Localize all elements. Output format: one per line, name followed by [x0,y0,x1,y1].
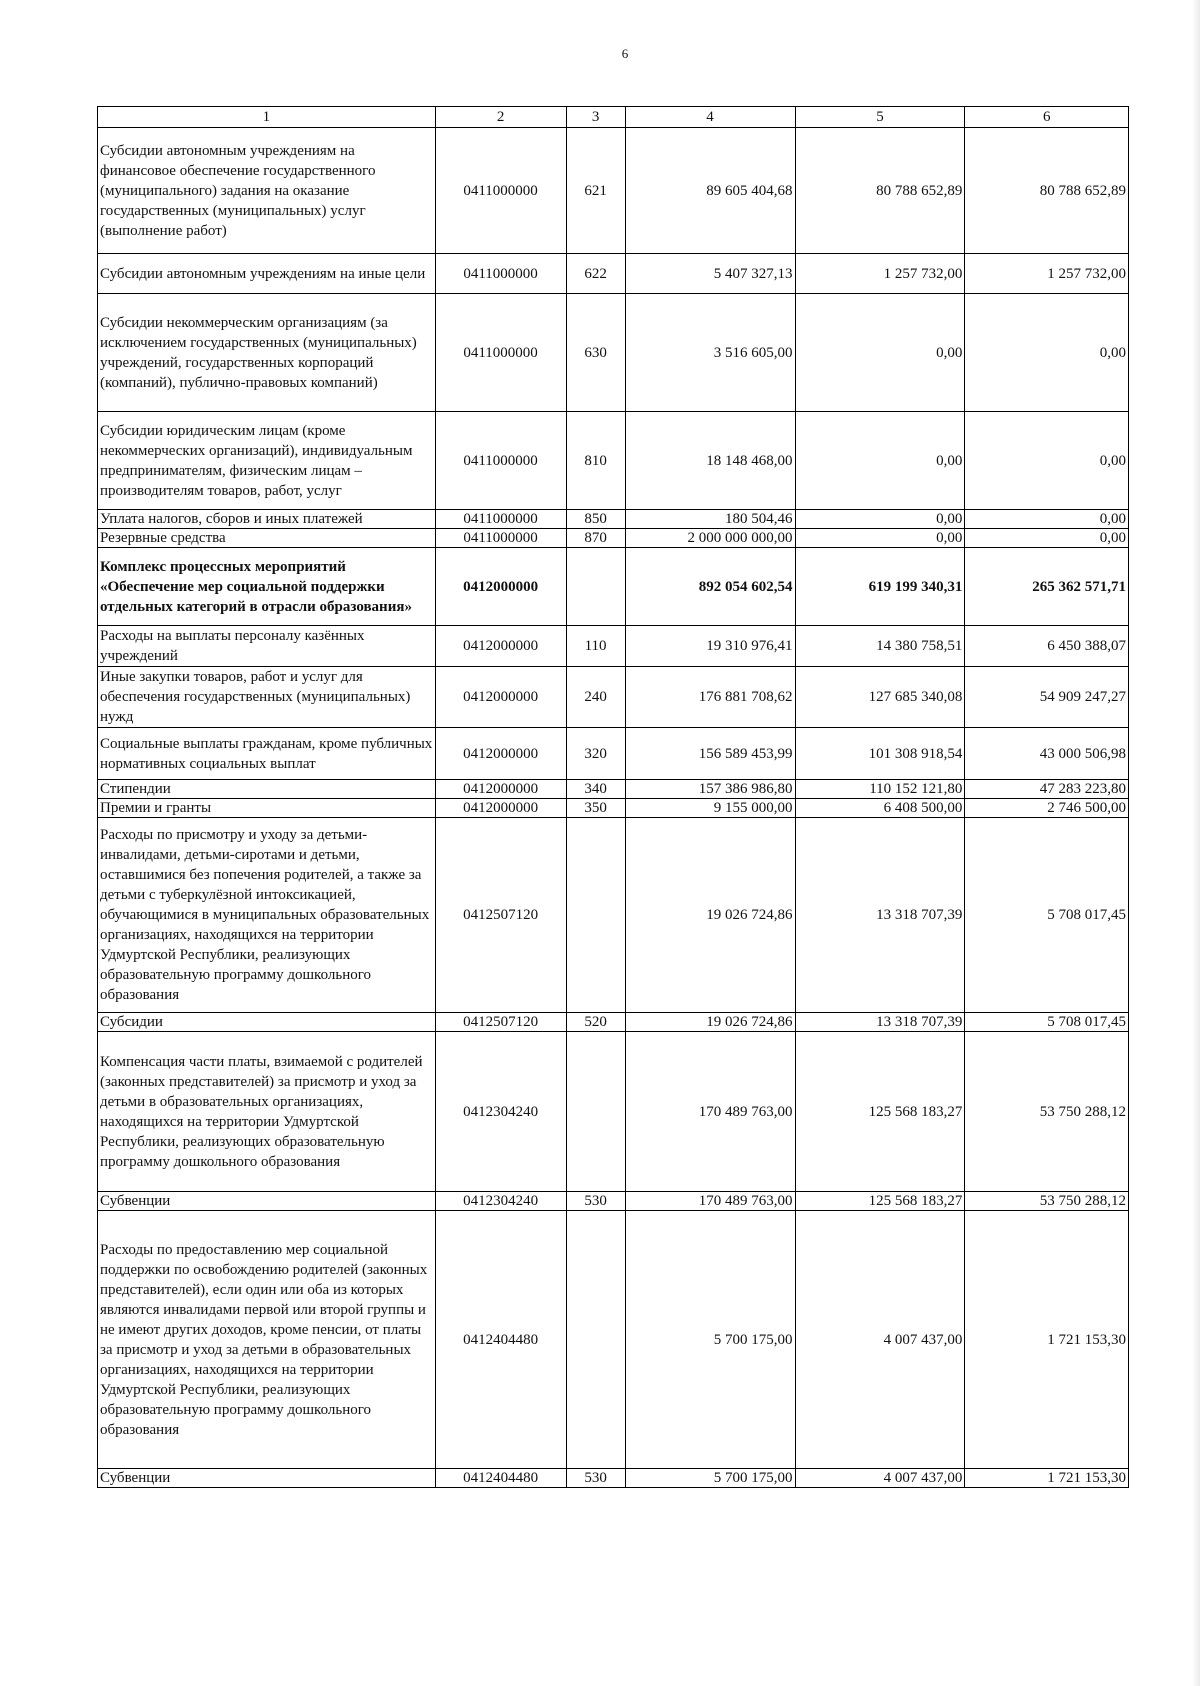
cell-name: Субсидии автономным учреждениям на иные цели [98,254,436,294]
cell-code: 0412000000 [435,548,566,626]
cell-code: 0411000000 [435,254,566,294]
cell-amount-col4: 180 504,46 [625,510,795,529]
header-row [98,107,1129,128]
cell-amount-col5: 101 308 918,54 [795,728,965,780]
table-row [98,667,1129,728]
cell-amount-col6: 53 750 288,12 [965,1192,1129,1211]
column-header: 6 [965,107,1129,128]
scan-edge [1192,0,1200,1686]
cell-expense-type [566,548,625,626]
cell-name: Субвенции [98,1469,436,1488]
cell-name: Расходы по предоставлению мер социальной поддержки по освобождению родителей (законных представителей), если один или оба из которых являются инвалидами первой или второй группы и не имеют других доходов, кроме пенсии, от платы за присмотр и уход за детьми в образовательных организациях, находящихся на территории Удмуртской Республики, реализующих образовательную программу дошкольного образования [98,1211,436,1469]
cell-expense-type: 810 [566,412,625,510]
table-row [98,818,1129,1013]
cell-name: Иные закупки товаров, работ и услуг для обеспечения государственных (муниципальных) нужд [98,667,436,728]
table-row [98,1469,1129,1488]
column-header: 5 [795,107,965,128]
column-header: 2 [435,107,566,128]
cell-amount-col5: 13 318 707,39 [795,1013,965,1032]
cell-code: 0411000000 [435,412,566,510]
cell-name: Субсидии юридическим лицам (кроме некоммерческих организаций), индивидуальным предпринимателям, физическим лицам – производителям товаров, работ, услуг [98,412,436,510]
cell-expense-type: 110 [566,626,625,667]
cell-name: Субвенции [98,1192,436,1211]
cell-amount-col6: 1 257 732,00 [965,254,1129,294]
cell-expense-type [566,1211,625,1469]
cell-expense-type: 622 [566,254,625,294]
page-number: 6 [621,46,629,61]
cell-amount-col5: 13 318 707,39 [795,818,965,1013]
cell-amount-col6: 5 708 017,45 [965,1013,1129,1032]
cell-amount-col6: 54 909 247,27 [965,667,1129,728]
table-row [98,510,1129,529]
cell-amount-col6: 0,00 [965,529,1129,548]
cell-amount-col6: 265 362 571,71 [965,548,1129,626]
cell-amount-col4: 176 881 708,62 [625,667,795,728]
cell-expense-type [566,1032,625,1192]
table-row [98,548,1129,626]
cell-code: 0412000000 [435,728,566,780]
cell-amount-col4: 18 148 468,00 [625,412,795,510]
cell-amount-col4: 2 000 000 000,00 [625,529,795,548]
cell-code: 0412304240 [435,1192,566,1211]
cell-amount-col5: 14 380 758,51 [795,626,965,667]
cell-amount-col4: 5 407 327,13 [625,254,795,294]
cell-amount-col4: 892 054 602,54 [625,548,795,626]
cell-amount-col6: 0,00 [965,510,1129,529]
cell-amount-col4: 170 489 763,00 [625,1032,795,1192]
cell-amount-col6: 5 708 017,45 [965,818,1129,1013]
cell-code: 0412404480 [435,1469,566,1488]
table-row [98,728,1129,780]
cell-amount-col5: 6 408 500,00 [795,799,965,818]
table-row [98,1211,1129,1469]
column-header: 1 [98,107,436,128]
table-row [98,799,1129,818]
cell-expense-type: 621 [566,128,625,254]
cell-amount-col5: 110 152 121,80 [795,780,965,799]
cell-amount-col5: 0,00 [795,510,965,529]
cell-expense-type: 350 [566,799,625,818]
column-header: 4 [625,107,795,128]
cell-name: Резервные средства [98,529,436,548]
cell-name: Субсидии [98,1013,436,1032]
cell-amount-col6: 80 788 652,89 [965,128,1129,254]
table-row [98,412,1129,510]
table-row [98,294,1129,412]
cell-code: 0412404480 [435,1211,566,1469]
cell-name: Субсидии некоммерческим организациям (за исключением государственных (муниципальных) учреждений, государственных корпораций (компаний), публично-правовых компаний) [98,294,436,412]
cell-expense-type: 520 [566,1013,625,1032]
cell-amount-col6: 0,00 [965,412,1129,510]
cell-amount-col4: 3 516 605,00 [625,294,795,412]
cell-name: Субсидии автономным учреждениям на финансовое обеспечение государственного (муниципального) задания на оказание государственных (муниципальных) услуг (выполнение работ) [98,128,436,254]
cell-amount-col4: 5 700 175,00 [625,1211,795,1469]
cell-expense-type: 240 [566,667,625,728]
cell-name: Комплекс процессных мероприятий «Обеспечение мер социальной поддержки отдельных категорий в отрасли образования» [98,548,436,626]
cell-amount-col5: 4 007 437,00 [795,1469,965,1488]
table-row [98,626,1129,667]
cell-amount-col4: 157 386 986,80 [625,780,795,799]
cell-amount-col4: 5 700 175,00 [625,1469,795,1488]
cell-code: 0412507120 [435,1013,566,1032]
cell-expense-type: 850 [566,510,625,529]
cell-amount-col6: 43 000 506,98 [965,728,1129,780]
cell-amount-col6: 1 721 153,30 [965,1469,1129,1488]
cell-amount-col6: 47 283 223,80 [965,780,1129,799]
cell-code: 0412000000 [435,626,566,667]
cell-amount-col5: 0,00 [795,412,965,510]
cell-amount-col5: 125 568 183,27 [795,1192,965,1211]
cell-code: 0412304240 [435,1032,566,1192]
cell-amount-col6: 53 750 288,12 [965,1032,1129,1192]
cell-expense-type: 340 [566,780,625,799]
cell-amount-col5: 0,00 [795,294,965,412]
cell-amount-col6: 2 746 500,00 [965,799,1129,818]
cell-expense-type: 630 [566,294,625,412]
cell-amount-col6: 0,00 [965,294,1129,412]
cell-name: Расходы на выплаты персоналу казённых учреждений [98,626,436,667]
cell-name: Стипендии [98,780,436,799]
cell-code: 0412000000 [435,799,566,818]
table-row [98,128,1129,254]
cell-amount-col4: 170 489 763,00 [625,1192,795,1211]
cell-amount-col5: 1 257 732,00 [795,254,965,294]
table-row [98,254,1129,294]
cell-code: 0412000000 [435,780,566,799]
column-header: 3 [566,107,625,128]
cell-name: Расходы по присмотру и уходу за детьми-инвалидами, детьми-сиротами и детьми, оставшимися без попечения родителей, а также за детьми с туберкулёзной интоксикацией, обучающимися в муниципальных образовательных организациях, находящихся на территории Удмуртской Республики, реализующих образовательную программу дошкольного образования [98,818,436,1013]
cell-amount-col4: 19 310 976,41 [625,626,795,667]
cell-expense-type [566,818,625,1013]
cell-amount-col6: 1 721 153,30 [965,1211,1129,1469]
cell-code: 0411000000 [435,529,566,548]
cell-code: 0411000000 [435,128,566,254]
table-row [98,1032,1129,1192]
table-row [98,1013,1129,1032]
cell-expense-type: 530 [566,1469,625,1488]
cell-amount-col4: 89 605 404,68 [625,128,795,254]
cell-amount-col5: 0,00 [795,529,965,548]
cell-expense-type: 870 [566,529,625,548]
budget-table [97,106,1129,1488]
cell-amount-col6: 6 450 388,07 [965,626,1129,667]
cell-amount-col4: 19 026 724,86 [625,818,795,1013]
cell-code: 0412000000 [435,667,566,728]
cell-name: Компенсация части платы, взимаемой с родителей (законных представителей) за присмотр и уход за детьми в образовательных организациях, находящихся на территории Удмуртской Республики, реализующих образовательную программу дошкольного образования [98,1032,436,1192]
cell-amount-col4: 19 026 724,86 [625,1013,795,1032]
cell-expense-type: 530 [566,1192,625,1211]
table-row [98,780,1129,799]
cell-name: Социальные выплаты гражданам, кроме публичных нормативных социальных выплат [98,728,436,780]
cell-code: 0411000000 [435,294,566,412]
cell-amount-col5: 80 788 652,89 [795,128,965,254]
cell-amount-col4: 9 155 000,00 [625,799,795,818]
cell-name: Премии и гранты [98,799,436,818]
cell-name: Уплата налогов, сборов и иных платежей [98,510,436,529]
cell-amount-col4: 156 589 453,99 [625,728,795,780]
cell-code: 0412507120 [435,818,566,1013]
cell-amount-col5: 619 199 340,31 [795,548,965,626]
cell-amount-col5: 127 685 340,08 [795,667,965,728]
cell-amount-col5: 4 007 437,00 [795,1211,965,1469]
cell-amount-col5: 125 568 183,27 [795,1032,965,1192]
table-row [98,529,1129,548]
cell-expense-type: 320 [566,728,625,780]
table-row [98,1192,1129,1211]
cell-code: 0411000000 [435,510,566,529]
